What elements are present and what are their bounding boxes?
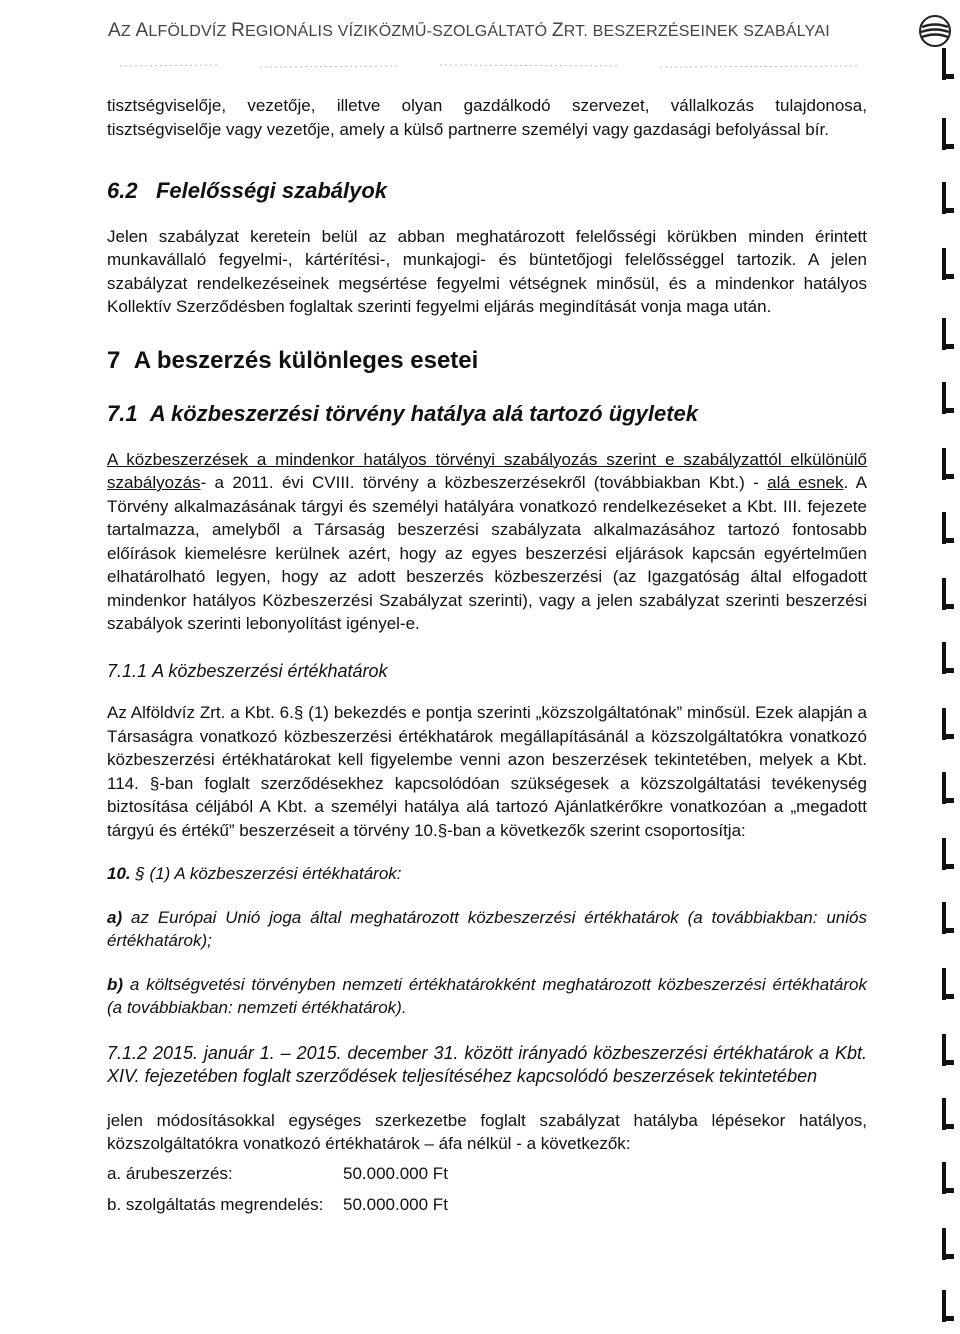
body-text: - a 2011. évi CVIII. törvény a közbeszerzésekről (továbbiakban Kbt.) - xyxy=(200,473,759,492)
intro-paragraph: tisztségviselője, vezetője, illetve olyan gazdálkodó szervezet, vállalkozás tulajdonosa, tisztségviselője vagy vezetője, amely a külső partnerre személyi vagy gazdasági befolyással bír. xyxy=(107,96,867,139)
item-text: az Európai Unió joga által meghatározott közbeszerzési értékhatárok (a továbbiakban: uniós értékhatárok); xyxy=(107,907,867,950)
edge-mark xyxy=(942,248,956,280)
item-text: a költségvetési törvényben nemzeti értékhatárokként meghatározott közbeszerzési értékhatárok (a továbbiakban: nemzeti értékhatárok). xyxy=(107,974,867,1017)
section-7-heading xyxy=(107,346,867,374)
section-6-2-body: Jelen szabályzat keretein belül az abban meghatározott felelősségi körükben minden érintett munkavállaló fegyelmi-, kártérítési-, munkajogi- és büntetőjogi felelősséggel tartozik. A jelen szabályzat rendelkezéseinek megsértése fegyelmi vétségnek minősül, és a mindenkor hatályos Kollektív Szerződésben foglaltak szerinti fegyelmi eljárás megindítását vonja maga után. xyxy=(107,226,867,316)
threshold-value: 50.000.000 Ft xyxy=(343,1195,448,1214)
edge-mark xyxy=(942,182,956,214)
section-7-1-2-body: jelen módosításokkal egységes szerkezetbe foglalt szabályzat hatályba lépésekor hatályos, közszolgáltatókra vonatkozó értékhatárok – áfa nélkül - a következők: xyxy=(107,1110,867,1153)
edge-mark xyxy=(942,708,956,740)
edge-mark xyxy=(942,642,956,674)
underlined-text: alá esnek xyxy=(767,473,844,492)
page-content xyxy=(107,94,867,1217)
section-7-1-body xyxy=(107,448,867,636)
section-number: 7.1.1 xyxy=(107,660,148,681)
section-number: 7 xyxy=(107,346,121,374)
running-header xyxy=(108,20,830,42)
section-title: A közbeszerzési törvény hatálya alá tartozó ügyletek xyxy=(149,401,698,426)
header-seg: RT. BESZERZÉSEINEK SZABÁLYAI xyxy=(563,23,830,40)
edge-mark xyxy=(942,1228,956,1260)
header-seg: LFÖLDVÍZ xyxy=(148,23,232,40)
edge-mark xyxy=(942,838,956,870)
section-title: A beszerzés különleges esetei xyxy=(133,346,479,374)
edge-mark xyxy=(942,118,956,150)
edge-mark xyxy=(942,1098,956,1130)
edge-mark xyxy=(942,48,956,80)
edge-mark xyxy=(942,902,956,934)
quote-text: § (1) A közbeszerzési értékhatárok: xyxy=(130,864,402,883)
threshold-row xyxy=(107,1162,867,1186)
edge-mark xyxy=(942,1034,956,1066)
section-number: 7.1 xyxy=(107,401,138,426)
edge-mark xyxy=(942,1290,956,1322)
header-seg: R xyxy=(231,20,246,41)
header-seg: Z xyxy=(120,23,136,40)
edge-mark xyxy=(942,382,956,414)
edge-mark xyxy=(942,1162,956,1194)
edge-mark xyxy=(942,512,956,544)
item-marker: a) xyxy=(107,907,123,927)
threshold-label: a. árubeszerzés: xyxy=(107,1163,233,1183)
edge-mark xyxy=(942,318,956,350)
item-marker: b) xyxy=(107,974,124,994)
edge-mark xyxy=(942,968,956,1000)
header-seg: A xyxy=(108,20,121,41)
edge-mark xyxy=(942,772,956,804)
section-7-1-1-body: Az Alföldvíz Zrt. a Kbt. 6.§ (1) bekezdés e pontja szerinti „közszolgáltatónak” minősül. Ezek alapján a Társaságra vonatkozó közbeszerzési értékhatárok megállapításánál a közszolgáltatókra vonatkozó közbeszerzési értékhatárokat kell figyelembe venni azon beszerzések tekintetében, melyek a Kbt. 114. §-ban foglalt szerződésekhez kapcsolódóan szükségesek a közszolgáltatási tevékenység biztosítása céljából A Kbt. a személyi hatálya alá tartozó Ajánlatkérőkre vonatkozóan a „megadott tárgyú és értékű” beszerzéseit a törvény 10.§-ban a következők szerint csoportosítja: xyxy=(107,703,867,840)
underlined-text: A közbeszerzések a mindenkor hatályos törvényi szabályozás szerint e szabályzattól elkülönülő szabályozás xyxy=(107,449,867,492)
section-number: 6.2 xyxy=(107,178,138,203)
quote-item-a xyxy=(107,906,867,953)
section-title: 2015. január 1. – 2015. december 31. között irányadó közbeszerzési értékhatárok a Kbt. XIV. fejezetében foglalt szerződések teljesítéséhez kapcsolódó beszerzések tekintetében xyxy=(107,1042,867,1086)
header-seg: A xyxy=(135,20,149,41)
scan-noise-line xyxy=(100,60,880,72)
section-7-1-2-heading xyxy=(107,1042,867,1089)
header-seg: Z xyxy=(551,20,564,41)
header-seg: EGIONÁLIS VÍZIKÖZMŰ-SZOLGÁLTATÓ xyxy=(245,23,552,40)
quote-item-b xyxy=(107,973,867,1020)
quote-bold: 10. xyxy=(107,864,131,883)
section-6-2-heading xyxy=(107,179,867,203)
threshold-value: 50.000.000 Ft xyxy=(343,1163,448,1183)
body-text: . A Törvény alkalmazásának tárgyi és személyi hatályára vonatkozó rendelkezéseket a Kbt. III. fejezete tartalmazza, amelyből a Társaság beszerzési szabályzata alkalmazásához tartozó fontosabb előírások kiemelésre kerülnek azért, hogy az egyes beszerzési eljárások kapcsán egyértelműen elhatárolható legyen, hogy az adott beszerzés közbeszerzési (az Igazgatóság által elfogadott mindenkor hatályos Közbeszerzési Szabályzat szerinti), vagy a jelen szabályzat szerinti beszerzési szabályok szerinti lebonyolítást igényel-e. xyxy=(107,473,867,633)
edge-mark xyxy=(942,578,956,610)
section-7-1-heading xyxy=(107,402,867,426)
threshold-label: b. szolgáltatás megrendelés: xyxy=(107,1195,324,1214)
edge-mark xyxy=(942,448,956,480)
quote-heading xyxy=(107,862,867,886)
threshold-row xyxy=(107,1193,867,1217)
section-7-1-1-heading xyxy=(107,660,867,684)
section-number: 7.1.2 xyxy=(107,1042,148,1063)
alfoldviz-logo-icon xyxy=(918,14,952,48)
section-title: Felelősségi szabályok xyxy=(155,178,388,203)
section-title: A közbeszerzési értékhatárok xyxy=(152,660,388,681)
